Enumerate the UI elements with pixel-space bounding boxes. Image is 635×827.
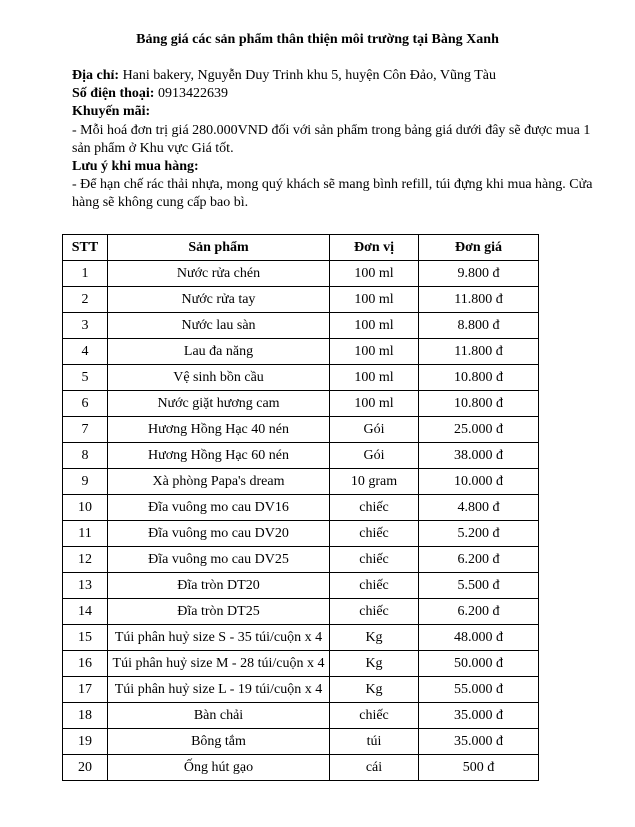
cell-product: Xà phòng Papa's dream bbox=[108, 469, 330, 495]
table-row bbox=[63, 339, 539, 365]
table-row bbox=[63, 391, 539, 417]
cell-price: 10.800 đ bbox=[419, 391, 539, 417]
cell-product: Đĩa vuông mo cau DV16 bbox=[108, 495, 330, 521]
cell-unit: chiếc bbox=[330, 703, 419, 729]
table-row bbox=[63, 729, 539, 755]
cell-unit: chiếc bbox=[330, 495, 419, 521]
cell-stt: 9 bbox=[63, 469, 108, 495]
price-table-body bbox=[63, 261, 539, 781]
cell-stt: 16 bbox=[63, 651, 108, 677]
cell-price: 48.000 đ bbox=[419, 625, 539, 651]
cell-price: 11.800 đ bbox=[419, 287, 539, 313]
cell-price: 10.800 đ bbox=[419, 365, 539, 391]
table-row bbox=[63, 313, 539, 339]
cell-product: Vệ sinh bồn cầu bbox=[108, 365, 330, 391]
cell-stt: 15 bbox=[63, 625, 108, 651]
table-row bbox=[63, 521, 539, 547]
cell-product: Đĩa vuông mo cau DV25 bbox=[108, 547, 330, 573]
cell-unit: Kg bbox=[330, 677, 419, 703]
cell-product: Hương Hồng Hạc 40 nén bbox=[108, 417, 330, 443]
cell-unit: Kg bbox=[330, 625, 419, 651]
promotion-heading bbox=[72, 103, 612, 121]
note-text: - Để hạn chế rác thải nhựa, mong quý khách sẽ mang bình refill, túi đựng khi mua hàng. Cửa hàng sẽ không cung cấp bao bì. bbox=[72, 177, 593, 211]
header-unit: Đơn vị bbox=[330, 235, 419, 261]
cell-price: 5.200 đ bbox=[419, 521, 539, 547]
table-row bbox=[63, 365, 539, 391]
cell-product: Hương Hồng Hạc 60 nén bbox=[108, 443, 330, 469]
cell-price: 6.200 đ bbox=[419, 599, 539, 625]
cell-unit: 10 gram bbox=[330, 469, 419, 495]
table-row bbox=[63, 573, 539, 599]
promotion-label: Khuyến mãi: bbox=[72, 104, 151, 120]
cell-price: 500 đ bbox=[419, 755, 539, 781]
cell-stt: 2 bbox=[63, 287, 108, 313]
cell-product: Nước giặt hương cam bbox=[108, 391, 330, 417]
cell-unit: 100 ml bbox=[330, 313, 419, 339]
cell-stt: 4 bbox=[63, 339, 108, 365]
table-row bbox=[63, 495, 539, 521]
address-line bbox=[72, 67, 612, 85]
table-row bbox=[63, 261, 539, 287]
table-row bbox=[63, 287, 539, 313]
cell-unit: 100 ml bbox=[330, 339, 419, 365]
cell-stt: 6 bbox=[63, 391, 108, 417]
cell-product: Đĩa tròn DT25 bbox=[108, 599, 330, 625]
cell-unit: 100 ml bbox=[330, 391, 419, 417]
cell-price: 10.000 đ bbox=[419, 469, 539, 495]
cell-unit: 100 ml bbox=[330, 365, 419, 391]
cell-unit: chiếc bbox=[330, 547, 419, 573]
cell-price: 38.000 đ bbox=[419, 443, 539, 469]
note-heading bbox=[72, 158, 612, 176]
cell-unit: cái bbox=[330, 755, 419, 781]
table-row bbox=[63, 417, 539, 443]
cell-stt: 12 bbox=[63, 547, 108, 573]
cell-stt: 5 bbox=[63, 365, 108, 391]
phone-line bbox=[72, 85, 612, 103]
cell-unit: chiếc bbox=[330, 599, 419, 625]
cell-unit: Gói bbox=[330, 417, 419, 443]
cell-stt: 17 bbox=[63, 677, 108, 703]
cell-stt: 18 bbox=[63, 703, 108, 729]
cell-product: Ống hút gạo bbox=[108, 755, 330, 781]
address-value: Hani bakery, Nguyễn Duy Trinh khu 5, huyện Côn Đảo, Vũng Tàu bbox=[122, 68, 496, 83]
cell-product: Bàn chải bbox=[108, 703, 330, 729]
cell-stt: 3 bbox=[63, 313, 108, 339]
table-row bbox=[63, 677, 539, 703]
cell-price: 11.800 đ bbox=[419, 339, 539, 365]
cell-product: Túi phân huỷ size M - 28 túi/cuộn x 4 bbox=[108, 651, 330, 677]
cell-stt: 11 bbox=[63, 521, 108, 547]
note-label: Lưu ý khi mua hàng: bbox=[72, 159, 199, 175]
phone-value: 0913422639 bbox=[157, 86, 228, 102]
header-product: Sản phẩm bbox=[108, 235, 330, 261]
store-info bbox=[72, 67, 612, 213]
address-label: Địa chỉ: bbox=[72, 68, 120, 83]
cell-price: 55.000 đ bbox=[419, 677, 539, 703]
cell-price: 6.200 đ bbox=[419, 547, 539, 573]
table-header-row bbox=[63, 235, 539, 261]
cell-product: Túi phân huỷ size L - 19 túi/cuộn x 4 bbox=[108, 677, 330, 703]
promotion-text: - Mỗi hoá đơn trị giá 280.000VND đối với sản phẩm trong bảng giá dưới đây sẽ được mua 1 sản phẩm ở Khu vực Giá tốt. bbox=[72, 122, 591, 156]
table-row bbox=[63, 599, 539, 625]
cell-product: Đĩa tròn DT20 bbox=[108, 573, 330, 599]
cell-unit: chiếc bbox=[330, 521, 419, 547]
table-row bbox=[63, 703, 539, 729]
table-row bbox=[63, 443, 539, 469]
cell-stt: 14 bbox=[63, 599, 108, 625]
cell-product: Nước rửa chén bbox=[108, 261, 330, 287]
cell-product: Túi phân huỷ size S - 35 túi/cuộn x 4 bbox=[108, 625, 330, 651]
header-stt: STT bbox=[63, 235, 108, 261]
table-row bbox=[63, 651, 539, 677]
price-table bbox=[62, 234, 539, 781]
cell-unit: 100 ml bbox=[330, 261, 419, 287]
cell-product: Bông tắm bbox=[108, 729, 330, 755]
cell-stt: 1 bbox=[63, 261, 108, 287]
table-row bbox=[63, 469, 539, 495]
cell-product: Đĩa vuông mo cau DV20 bbox=[108, 521, 330, 547]
cell-stt: 10 bbox=[63, 495, 108, 521]
document-title: Bảng giá các sản phẩm thân thiện môi trường tại Bàng Xanh bbox=[136, 32, 499, 47]
table-row bbox=[63, 755, 539, 781]
cell-stt: 19 bbox=[63, 729, 108, 755]
cell-unit: 100 ml bbox=[330, 287, 419, 313]
cell-stt: 20 bbox=[63, 755, 108, 781]
cell-price: 35.000 đ bbox=[419, 729, 539, 755]
header-price: Đơn giá bbox=[419, 235, 539, 261]
cell-price: 25.000 đ bbox=[419, 417, 539, 443]
cell-price: 8.800 đ bbox=[419, 313, 539, 339]
phone-label: Số điện thoại: bbox=[72, 86, 155, 102]
cell-price: 50.000 đ bbox=[419, 651, 539, 677]
cell-product: Nước rửa tay bbox=[108, 287, 330, 313]
cell-unit: chiếc bbox=[330, 573, 419, 599]
cell-stt: 8 bbox=[63, 443, 108, 469]
cell-price: 35.000 đ bbox=[419, 703, 539, 729]
cell-product: Lau đa năng bbox=[108, 339, 330, 365]
table-row bbox=[63, 625, 539, 651]
cell-stt: 13 bbox=[63, 573, 108, 599]
cell-product: Nước lau sàn bbox=[108, 313, 330, 339]
cell-price: 5.500 đ bbox=[419, 573, 539, 599]
cell-stt: 7 bbox=[63, 417, 108, 443]
cell-price: 4.800 đ bbox=[419, 495, 539, 521]
cell-unit: Gói bbox=[330, 443, 419, 469]
cell-price: 9.800 đ bbox=[419, 261, 539, 287]
cell-unit: Kg bbox=[330, 651, 419, 677]
cell-unit: túi bbox=[330, 729, 419, 755]
table-row bbox=[63, 547, 539, 573]
